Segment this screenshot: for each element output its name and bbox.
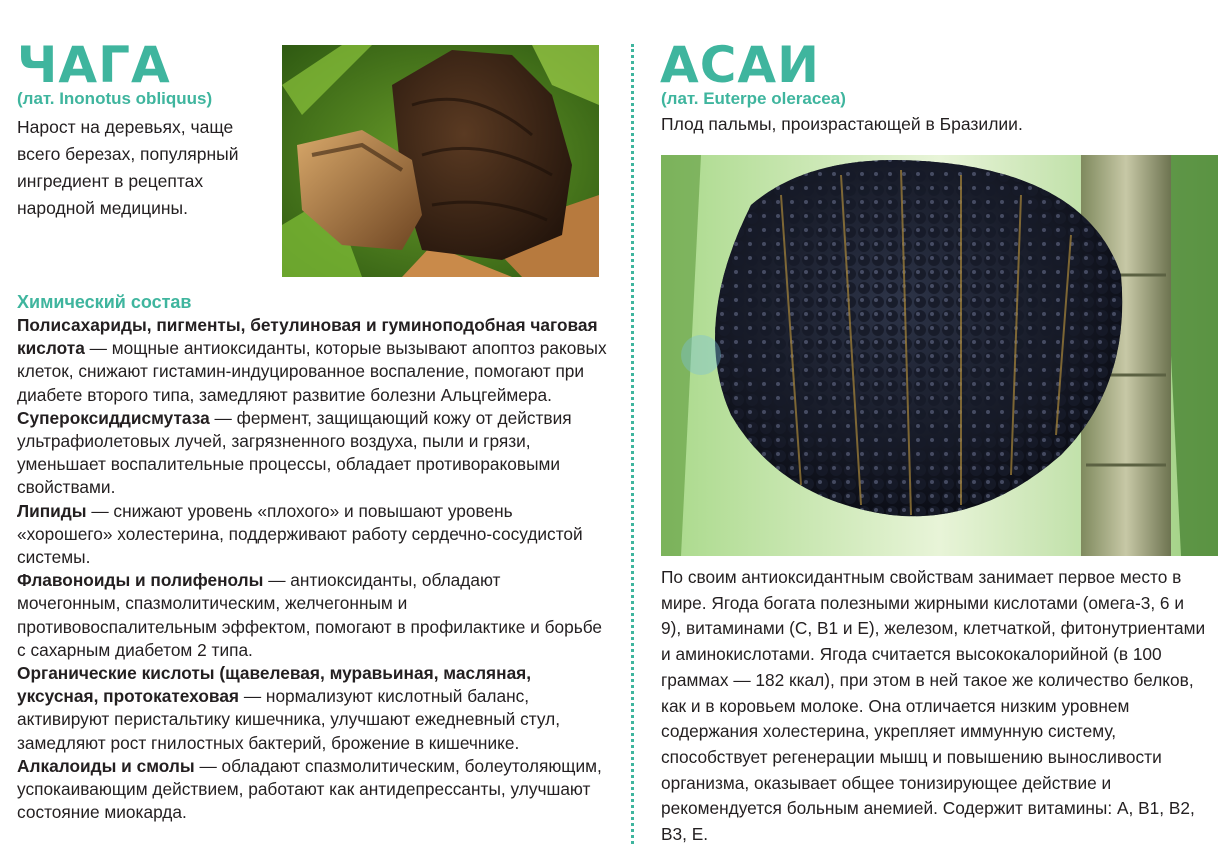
acai-lead: Плод пальмы, произрастающей в Бразилии. xyxy=(661,114,1023,134)
compound-description: — нормализуют кислотный баланс, активируют перистальтику кишечника, улучшают ежедневный стул, замедляют рост гнилостных бактерий, брожение в кишечнике. xyxy=(17,686,560,753)
compound-name: Липиды xyxy=(17,500,87,521)
compound-name: Алкалоиды и смолы xyxy=(17,755,195,776)
compound-item xyxy=(17,314,607,407)
chaga-title: ЧАГА xyxy=(17,36,171,94)
compound-item xyxy=(17,569,607,662)
compound-item xyxy=(17,662,607,755)
compound-item xyxy=(17,755,607,825)
compound-name: Супероксиддисмутаза xyxy=(17,407,210,428)
acai-latin-name: (лат. Euterpe oleracea) xyxy=(661,89,846,108)
compound-description: — фермент, защищающий кожу от действия ультрафиолетовых лучей, загрязненного воздуха, пыли и грязи, уменьшает воспалительные процессы, обладает противораковыми свойствами. xyxy=(17,407,572,498)
acai-title: АСАИ xyxy=(660,36,820,94)
compound-name: Флавоноиды и полифенолы xyxy=(17,570,264,591)
chaga-composition xyxy=(17,314,607,824)
column-divider xyxy=(631,44,634,844)
chaga-lead: Нарост на деревьях, чаще всего березах, популярный ингредиент в рецептах народной медицины. xyxy=(17,117,239,218)
compound-description: — антиоксиданты, обладают мочегонным, спазмолитическим, желчегонным и противовоспалительным эффектом, помогают в профилактике и борьбе с сахарным диабетом 2 типа. xyxy=(17,570,603,660)
compound-description: — мощные антиоксиданты, которые вызывают апоптоз раковых клеток, снижают гистамин-индуцированное воспаление, помогают при диабете второго типа, замедляют развитие болезни Альцгеймера. xyxy=(17,338,607,405)
compound-item xyxy=(17,407,607,500)
chaga-section-title: Химический состав xyxy=(17,292,192,312)
compound-description: — снижают уровень «плохого» и повышают уровень «хорошего» холестерина, поддерживают работу сердечно-сосудистой системы. xyxy=(17,500,583,568)
compound-description: — обладают спазмолитическим, болеутоляющим, успокаивающим действием, работают как антидепрессанты, улучшают состояние миокарда. xyxy=(17,755,602,823)
acai-photo xyxy=(661,155,1218,556)
compound-item xyxy=(17,500,607,570)
compound-name: Органические кислоты (щавелевая, муравьиная, масляная, уксусная, протокатеховая xyxy=(17,663,532,707)
chaga-latin-name: (лат. Inonotus obliquus) xyxy=(17,89,213,108)
chaga-photo xyxy=(282,45,599,277)
compound-name: Полисахариды, пигменты, бетулиновая и гуминоподобная чаговая кислота xyxy=(17,315,598,359)
acai-description: По своим антиоксидантным свойствам занимает первое место в мире. Ягода богата полезными жирными кислотами (омега-3, 6 и 9), витаминами (С, В1 и Е), железом, клетчаткой, фитонутриентами и аминокислотами. Ягода считается высококалорийной (в 100 граммах — 182 ккал), при этом в ней такое же количество белков, как и в коровьем молоке. Она отличается низким уровнем содержания холестерина, укрепляет иммунную систему, способствует регенерации мышц и повышению выносливости организма, оказывает общее тонизирующее действие и рекомендуется больным анемией. Содержит витамины: А, В1, В2, В3, Е. xyxy=(661,567,1206,845)
